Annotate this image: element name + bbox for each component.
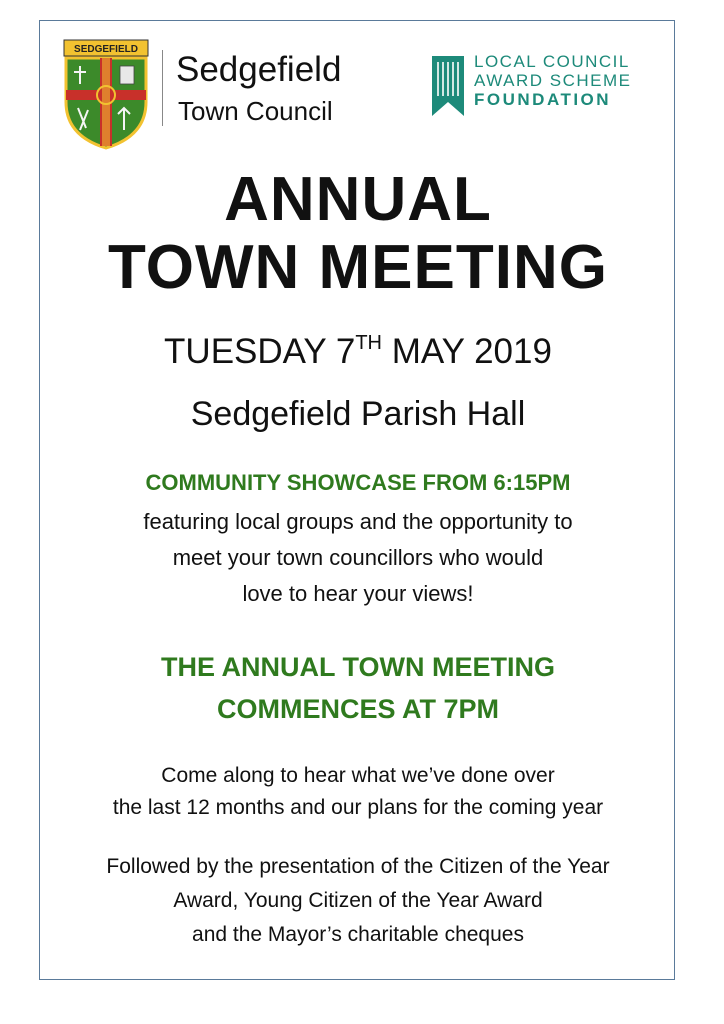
showcase-line-3: love to hear your views! xyxy=(242,581,474,606)
meeting-heading xyxy=(40,646,676,730)
poster-title xyxy=(40,166,676,302)
title-line-1: ANNUAL xyxy=(224,165,492,234)
followed-by-text xyxy=(40,850,676,952)
lcas-line-1: LOCAL COUNCIL xyxy=(474,52,630,71)
showcase-line-2: meet your town councillors who would xyxy=(172,545,544,570)
meeting-line-2: COMMENCES AT 7PM xyxy=(216,694,499,724)
meeting-line-1: THE ANNUAL TOWN MEETING xyxy=(161,652,555,682)
followed-line-2: Award, Young Citizen of the Year Award xyxy=(173,889,543,912)
council-subtitle: Town Council xyxy=(178,96,333,126)
come-along-line-1: Come along to hear what we’ve done over xyxy=(161,764,555,787)
lcas-line-3: FOUNDATION xyxy=(474,90,612,109)
council-name: Sedgefield xyxy=(176,50,342,89)
title-line-2: TOWN MEETING xyxy=(108,233,608,302)
come-along-line-2: the last 12 months and our plans for the coming year xyxy=(112,796,604,819)
come-along-text xyxy=(40,760,676,824)
date-prefix: TUESDAY 7 xyxy=(164,332,356,371)
lcas-line-2: AWARD SCHEME xyxy=(474,71,632,90)
date-rest: MAY 2019 xyxy=(382,332,552,371)
showcase-description xyxy=(40,504,676,612)
lcas-foundation-logo xyxy=(430,52,466,120)
date-ordinal: TH xyxy=(355,332,382,354)
showcase-heading: COMMUNITY SHOWCASE FROM 6:15PM xyxy=(145,470,571,495)
event-date xyxy=(40,330,676,374)
followed-line-1: Followed by the presentation of the Citizen of the Year xyxy=(106,855,610,878)
header-divider xyxy=(162,50,163,126)
poster-frame xyxy=(39,20,675,980)
lcas-text-block xyxy=(474,52,631,109)
showcase-line-1: featuring local groups and the opportunity to xyxy=(143,509,573,534)
event-venue: Sedgefield Parish Hall xyxy=(190,395,526,433)
followed-line-3: and the Mayor’s charitable cheques xyxy=(192,923,524,946)
crest-label: SEDGEFIELD xyxy=(74,44,138,55)
sedgefield-crest-logo xyxy=(62,38,150,150)
